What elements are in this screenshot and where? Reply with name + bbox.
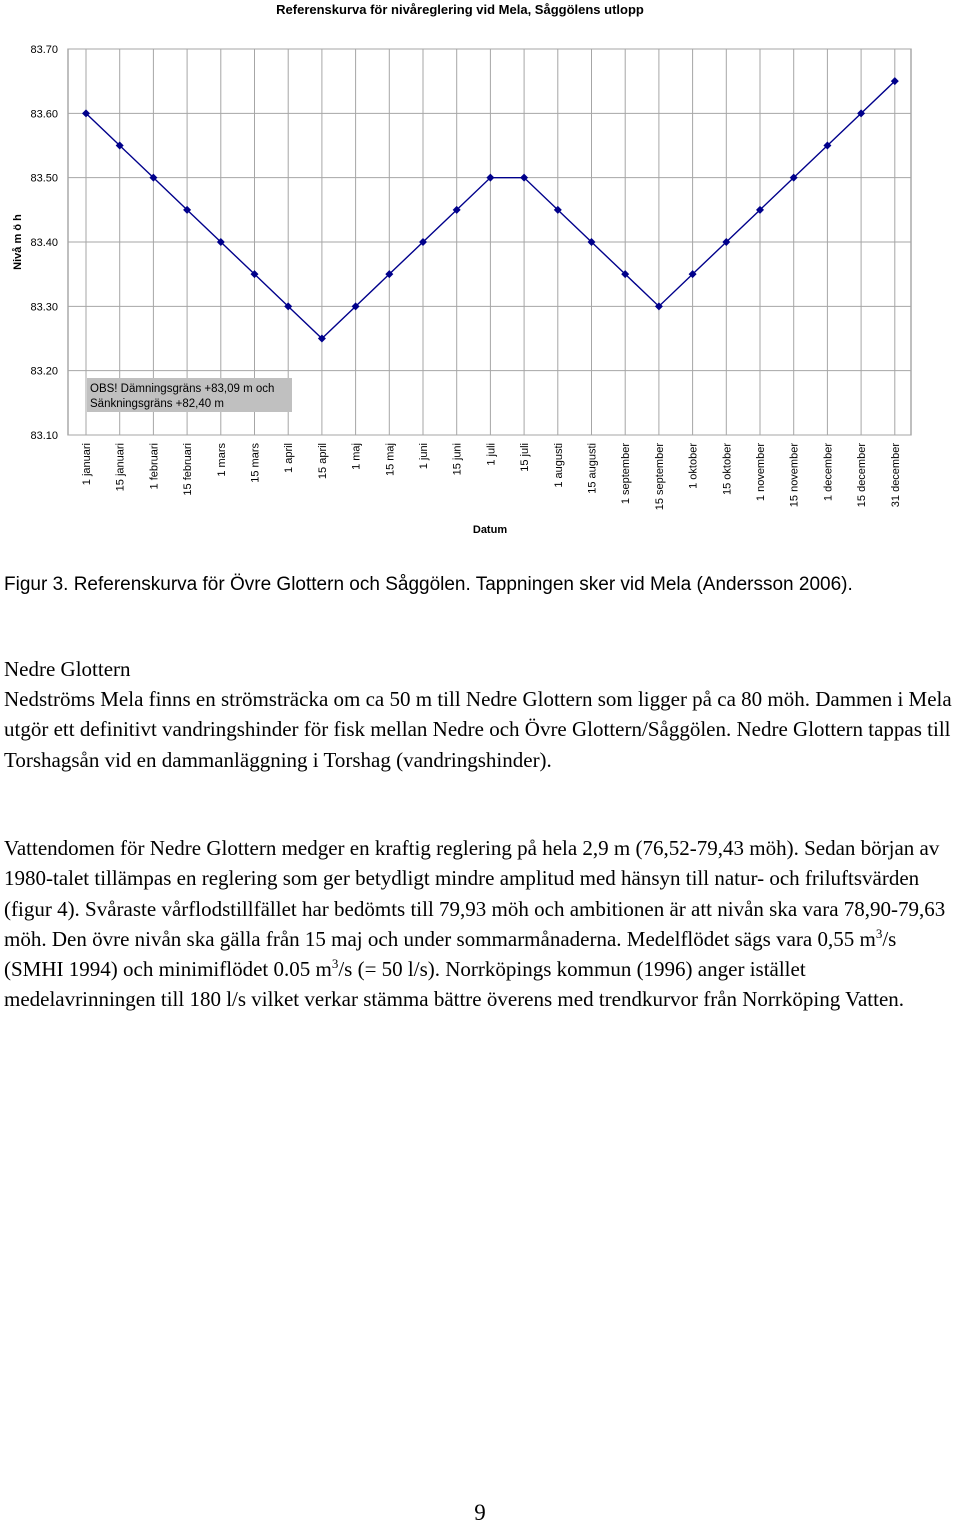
level-reference-chart: [0, 0, 960, 545]
x-tick-labels: [81, 443, 902, 511]
x-tick-label: 15 augusti: [586, 443, 599, 494]
x-tick-label: 1 maj: [350, 443, 363, 470]
x-tick-label: 1 april: [283, 443, 296, 473]
y-tick-label: 83.30: [30, 301, 58, 314]
x-tick-label: 15 juli: [519, 443, 532, 472]
figure-caption: Figur 3. Referenskurva för Övre Glottern och Såggölen. Tappningen sker vid Mela (Andersson 2006).: [4, 574, 853, 595]
y-tick-label: 83.70: [30, 44, 58, 56]
x-tick-label: 1 november: [755, 443, 767, 502]
x-tick-label: 15 november: [788, 443, 801, 508]
x-tick-label: 1 juni: [418, 443, 430, 470]
x-tick-label: 1 mars: [215, 443, 228, 477]
x-tick-label: 15 juni: [451, 443, 464, 476]
x-tick-label: 15 oktober: [721, 443, 734, 495]
x-tick-label: 31 december: [889, 443, 902, 508]
x-tick-label: 1 juli: [485, 443, 498, 466]
paragraph-2: [4, 833, 956, 1015]
x-tick-label: 1 januari: [81, 443, 93, 486]
paragraph-2-part-a: Vattendomen för Nedre Glottern medger en kraftig reglering på hela 2,9 m (76,52-79,43 möh). Sedan början av 1980-talet tillämpas en reglering som ger betydligt mindre amplitud med hänsyn till natur- och friluftsvärden (figur 4). Svåraste vårflodstillfället har bedömts till 79,93 möh och ambitionen är att nivån ska vara 78,90-79,63 möh. Den övre nivån ska gälla från 15 maj och under sommarmånaderna. Medelflödet sägs vara 0,55 m: [4, 836, 946, 951]
paragraph-2-part-c: /s (= 50 l/s). Norrköpings kommun (1996) anger istället medelavrinningen till 180 l/s vilket verkar stämma bättre överens med trendkurvor från Norrköping Vatten.: [4, 957, 905, 1012]
x-tick-label: 1 februari: [148, 443, 161, 490]
y-tick-label: 83.10: [30, 430, 58, 442]
y-tick-labels: [30, 44, 58, 442]
x-tick-label: 15 mars: [249, 443, 262, 483]
chart-title: Referenskurva för nivåreglering vid Mela, Såggölens utlopp: [276, 2, 644, 17]
x-tick-label: 15 februari: [182, 443, 195, 496]
paragraph-2-part-b: /s (SMHI 1994) och minimiflödet 0.05 m: [4, 926, 897, 982]
x-tick-label: 15 december: [856, 443, 869, 508]
x-tick-label: 1 augusti: [552, 443, 565, 488]
annotation-box: [87, 378, 292, 412]
x-tick-label: 1 december: [822, 443, 835, 502]
annotation-line-2: Sänkningsgräns +82,40 m: [90, 398, 224, 410]
paragraph-1: Nedströms Mela finns en strömsträcka om ca 50 m till Nedre Glottern som ligger på ca 80 möh. Dammen i Mela utgör ett definitivt vandringshinder för fisk mellan Nedre och Övre Glottern/Såggölen. Nedre Glottern tappas till Torshagsån vid en dammanläggning i Torshag (vandringshinder).: [4, 687, 952, 772]
x-tick-label: 15 september: [653, 443, 666, 511]
y-tick-label: 83.40: [30, 237, 58, 249]
annotation-line-1: OBS! Dämningsgräns +83,09 m och: [90, 383, 275, 395]
x-tick-label: 15 januari: [114, 443, 127, 492]
x-axis-label: Datum: [472, 524, 508, 536]
superscript-cubic-1: 3: [875, 925, 883, 941]
x-tick-label: 1 september: [620, 443, 633, 505]
superscript-cubic-2: 3: [331, 956, 339, 972]
x-tick-label: 15 april: [316, 443, 329, 480]
x-tick-label: 1 oktober: [687, 443, 700, 489]
section-heading: Nedre Glottern: [4, 657, 131, 681]
y-tick-label: 83.50: [30, 172, 58, 185]
y-axis-label: Nivå m ö h: [12, 214, 24, 270]
y-tick-label: 83.60: [30, 108, 58, 121]
y-tick-label: 83.20: [30, 365, 58, 378]
page-number: 9: [474, 1500, 486, 1525]
x-tick-label: 15 maj: [384, 443, 397, 477]
